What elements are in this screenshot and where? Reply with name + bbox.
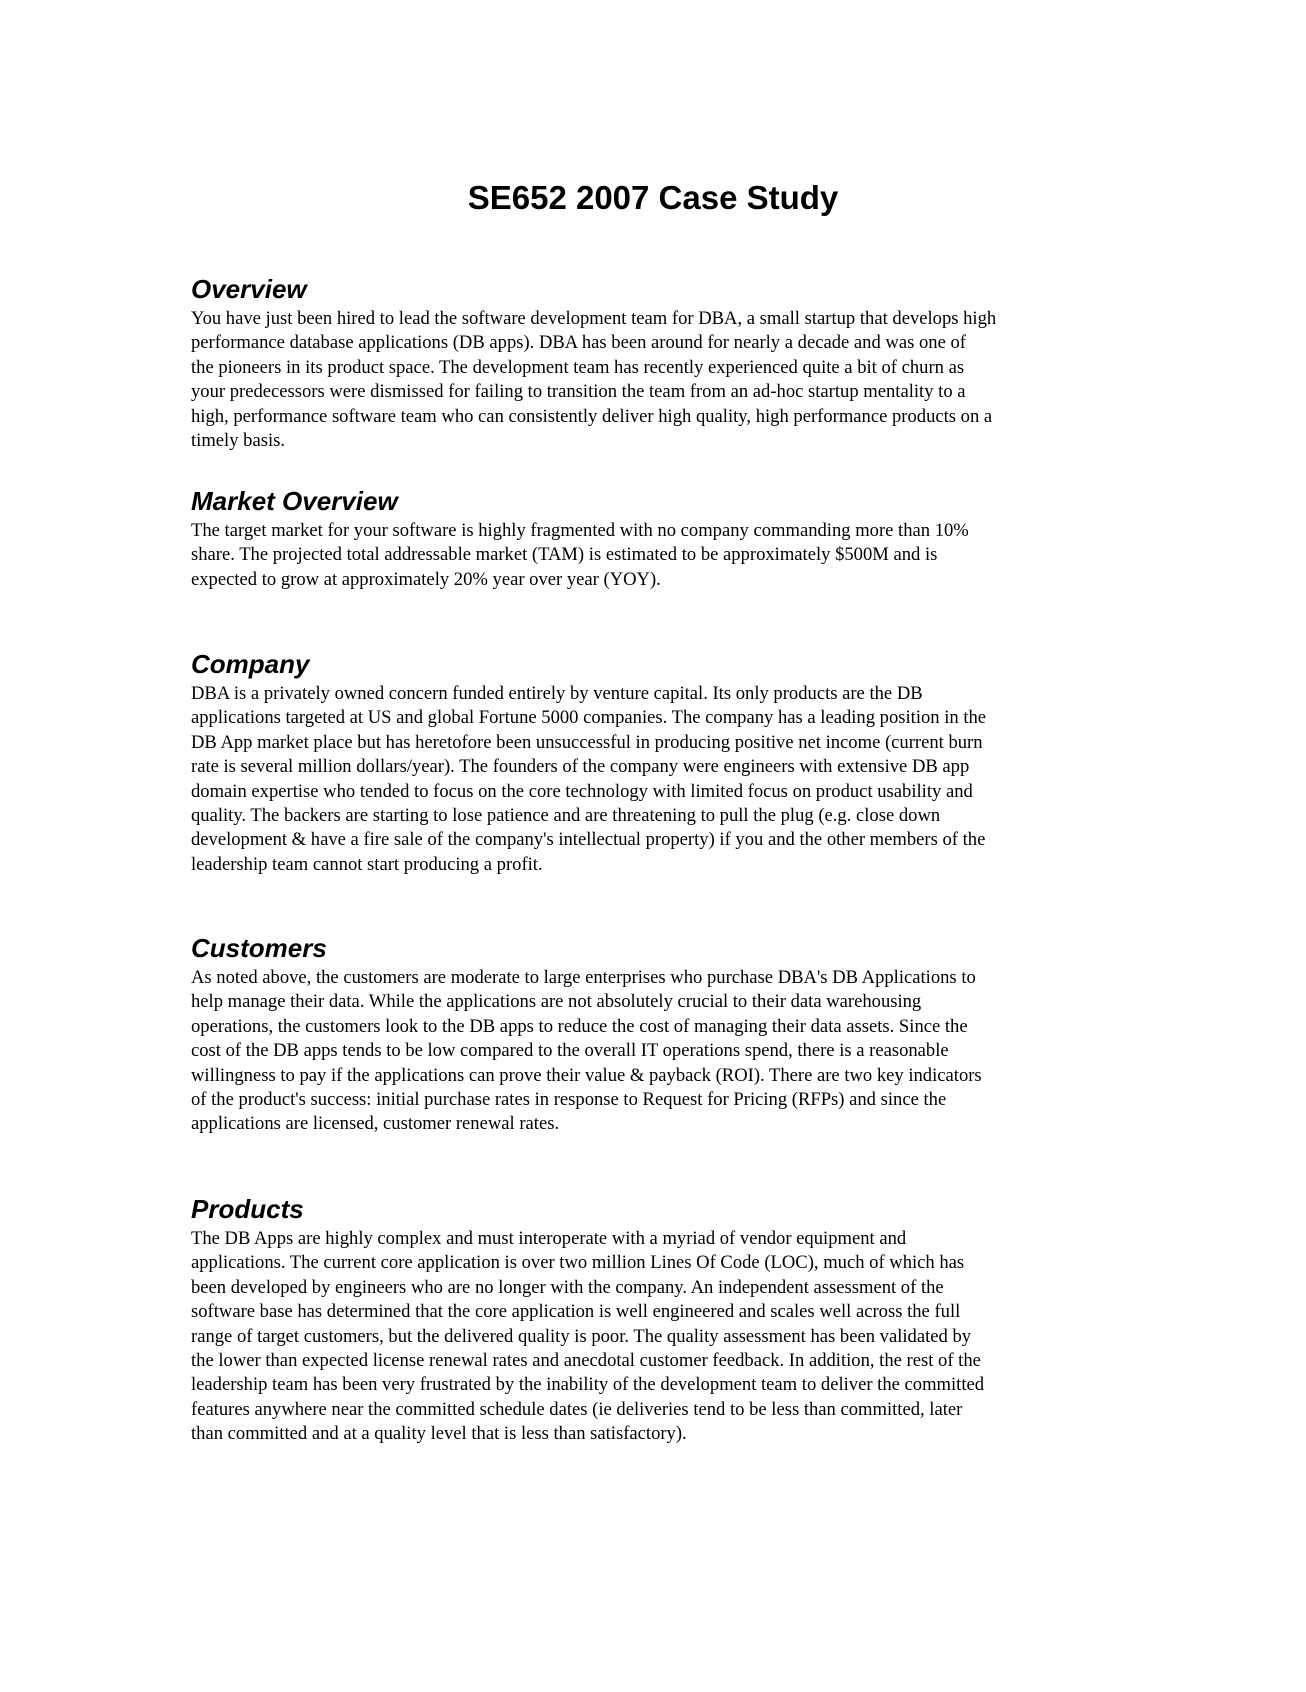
body-line: software base has determined that the core application is well engineered and scales well across the full: [191, 1301, 961, 1323]
body-line: high, performance software team who can consistently deliver high quality, high performance products on a: [191, 405, 993, 427]
section-body-customers: [191, 966, 1116, 1137]
body-line: been developed by engineers who are no longer with the company. An independent assessment of the: [191, 1276, 944, 1298]
section-body-products: [191, 1227, 1116, 1447]
body-line: You have just been hired to lead the software development team for DBA, a small startup that develops high: [191, 308, 997, 329]
body-line: domain expertise who tended to focus on the core technology with limited focus on product usability and: [191, 780, 973, 802]
body-line: willingness to pay if the applications can prove their value & payback (ROI). There are two key indicators: [191, 1064, 982, 1086]
body-line: The DB Apps are highly complex and must interoperate with a myriad of vendor equipment and: [191, 1228, 907, 1249]
section-heading-products: Products: [191, 1194, 304, 1224]
body-line: applications. The current core application is over two million Lines Of Code (LOC), much of which has: [191, 1252, 965, 1274]
body-line: help manage their data. While the applications are not absolutely crucial to their data warehousing: [191, 991, 922, 1013]
body-line: operations, the customers look to the DB apps to reduce the cost of managing their data assets. Since the: [191, 1015, 968, 1037]
body-line: timely basis.: [191, 430, 285, 452]
body-line: leadership team cannot start producing a profit.: [191, 853, 543, 875]
section-heading-overview: Overview: [191, 274, 307, 304]
body-line: performance database applications (DB apps). DBA has been around for nearly a decade and was one of: [191, 332, 966, 354]
body-line: The target market for your software is highly fragmented with no company commanding more than 10%: [191, 520, 969, 541]
body-line: range of target customers, but the delivered quality is poor. The quality assessment has been validated by: [191, 1325, 972, 1347]
body-line: development & have a fire sale of the company's intellectual property) if you and the other members of the: [191, 829, 986, 851]
section-market-overview: [191, 485, 1116, 592]
section-products: [191, 1193, 1116, 1447]
body-line: quality. The backers are starting to lose patience and are threatening to pull the plug (e.g. close down: [191, 805, 941, 827]
document-title: SE652 2007 Case Study: [467, 179, 839, 216]
body-line: of the product's success: initial purchase rates in response to Request for Pricing (RFPs) and since the: [191, 1089, 947, 1111]
body-line: share. The projected total addressable market (TAM) is estimated to be approximately $500M and is: [191, 544, 938, 566]
body-line: cost of the DB apps tends to be low compared to the overall IT operations spend, there is a reasonable: [191, 1040, 949, 1062]
body-line: features anywhere near the committed schedule dates (ie deliveries tend to be less than committed, later: [191, 1398, 963, 1420]
section-overview: [191, 273, 1116, 453]
body-line: rate is several million dollars/year). The founders of the company were engineers with extensive DB app: [191, 756, 970, 778]
body-line: expected to grow at approximately 20% year over year (YOY).: [191, 568, 661, 590]
body-line: As noted above, the customers are moderate to large enterprises who purchase DBA's DB Applications to: [191, 967, 976, 988]
section-heading-customers: Customers: [191, 933, 327, 963]
body-line: DB App market place but has heretofore been unsuccessful in producing positive net income (current burn: [191, 731, 983, 753]
section-body-market-overview: [191, 519, 1116, 592]
body-line: leadership team has been very frustrated by the inability of the development team to deliver the committed: [191, 1374, 985, 1396]
body-line: your predecessors were dismissed for failing to transition the team from an ad-hoc startup mentality to a: [191, 381, 966, 403]
body-line: than committed and at a quality level that is less than satisfactory).: [191, 1423, 687, 1445]
body-line: the lower than expected license renewal rates and anecdotal customer feedback. In addition, the rest of the: [191, 1350, 981, 1372]
section-heading-market-overview: Market Overview: [191, 486, 398, 516]
body-line: DBA is a privately owned concern funded entirely by venture capital. Its only products are the DB: [191, 683, 923, 704]
body-line: applications targeted at US and global Fortune 5000 companies. The company has a leading position in the: [191, 707, 987, 729]
body-line: applications are licensed, customer renewal rates.: [191, 1113, 560, 1135]
section-body-overview: [191, 307, 1116, 453]
section-heading-company: Company: [191, 649, 310, 679]
body-line: the pioneers in its product space. The development team has recently experienced quite a bit of churn as: [191, 356, 965, 378]
section-body-company: [191, 682, 1116, 877]
section-customers: [191, 932, 1116, 1137]
section-company: [191, 648, 1116, 877]
